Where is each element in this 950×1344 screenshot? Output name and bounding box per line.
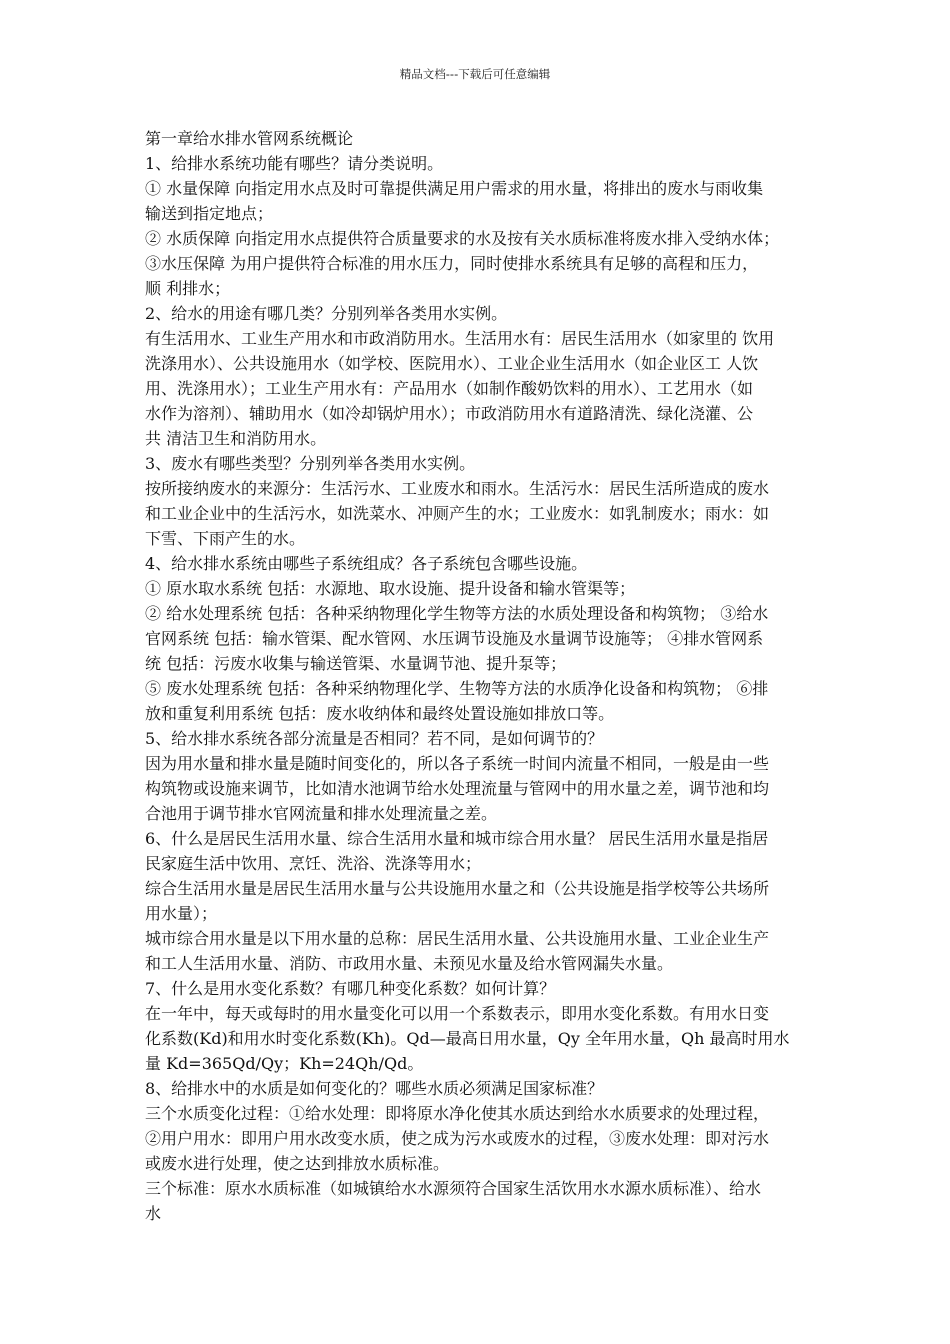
text-line: 有生活用水、工业生产用水和市政消防用水。生活用水有：居民生活用水（如家里的 饮用 [145, 329, 775, 348]
text-line: 城市综合用水量是以下用水量的总称：居民生活用水量、公共设施用水量、工业企业生产 [145, 929, 770, 948]
text-line: ⑤ 废水处理系统 包括：各种采纳物理化学、生物等方法的水质净化设备和构筑物； ⑥排 [145, 679, 769, 698]
text-line: ②用户用水：即用户用水改变水质，使之成为污水或废水的过程，③废水处理：即对污水 [145, 1129, 770, 1148]
chapter-title: 第一章给水排水管网系统概论 [145, 129, 354, 148]
text-line: ② 给水处理系统 包括：各种采纳物理化学生物等方法的水质处理设备和构筑物； ③给水 [145, 604, 769, 623]
text-line: 和工业企业中的生活污水，如洗菜水、冲厕产生的水；工业废水：如乳制废水；雨水：如 [145, 504, 770, 523]
text-line: 或废水进行处理，使之达到排放水质标准。 [145, 1154, 450, 1173]
text-line: 8、给排水中的水质是如何变化的？哪些水质必须满足国家标准？ [145, 1079, 604, 1098]
text-line: 输送到指定地点； [145, 204, 274, 223]
text-line: ① 原水取水系统 包括：水源地、取水设施、提升设备和输水管渠等； [145, 579, 636, 598]
document-body [145, 126, 815, 1226]
text-line: 在一年中，每天或每时的用水量变化可以用一个系数表示，即用水变化系数。有用水日变 [145, 1004, 770, 1023]
text-line: 水 [145, 1204, 162, 1223]
text-line: ② 水质保障 向指定用水点提供符合质量要求的水及按有关水质标准将废水排入受纳水体； [145, 229, 780, 248]
text-line: 水作为溶剂）、辅助用水（如冷却锅炉用水）；市政消防用水有道路清洗、绿化浇灌、公 [145, 404, 754, 423]
text-line: 顺 利排水； [145, 279, 231, 298]
text-line: 和工人生活用水量、消防、市政用水量、未预见水量及给水管网漏失水量。 [145, 954, 674, 973]
text-line: 6、什么是居民生活用水量、综合生活用水量和城市综合用水量？ 居民生活用水量是指居 [145, 829, 769, 848]
text-line: 2、给水的用途有哪几类？分别列举各类用水实例。 [145, 304, 508, 323]
text-line: 用水量）； [145, 904, 218, 923]
text-line: ③水压保障 为用户提供符合标准的用水压力，同时使排水系统具有足够的高程和压力， [145, 254, 759, 273]
text-line: 民家庭生活中饮用、烹饪、洗浴、洗涤等用水； [145, 854, 482, 873]
text-line: 洗涤用水）、公共设施用水（如学校、医院用水）、工业企业生活用水（如企业区工 人饮 [145, 354, 759, 373]
text-line: 三个水质变化过程：①给水处理：即将原水净化使其水质达到给水水质要求的处理过程， [145, 1104, 770, 1123]
text-line: 化系数(Kd)和用水时变化系数(Kh)。Qd—最高日用水量，Qy 全年用水量，Qh 最高时用水 [145, 1029, 790, 1048]
text-line: 按所接纳废水的来源分：生活污水、工业废水和雨水。生活污水：居民生活所造成的废水 [145, 479, 770, 498]
text-line: 5、给水排水系统各部分流量是否相同？若不同，是如何调节的？ [145, 729, 604, 748]
text-line: 量 Kd=365Qd/Qy；Kh=24Qh/Qd。 [145, 1054, 424, 1073]
text-line: 合池用于调节排水官网流量和排水处理流量之差。 [145, 804, 498, 823]
text-line: 统 包括：污废水收集与输送管渠、水量调节池、提升泵等； [145, 654, 567, 673]
text-line: ① 水量保障 向指定用水点及时可靠提供满足用户需求的用水量，将排出的废水与雨收集 [145, 179, 764, 198]
text-line: 放和重复利用系统 包括：废水收纳体和最终处置设施如排放口等。 [145, 704, 615, 723]
text-line: 3、废水有哪些类型？分别列举各类用水实例。 [145, 454, 476, 473]
text-line: 官网系统 包括：输水管渠、配水管网、水压调节设施及水量调节设施等； ④排水管网系 [145, 629, 764, 648]
text-line: 下雪、下雨产生的水。 [145, 529, 306, 548]
text-line: 因为用水量和排水量是随时间变化的，所以各子系统一时间内流量不相同，一般是由一些 [145, 754, 770, 773]
page-header: 精品文档---下载后可任意编辑 [399, 67, 551, 81]
text-line: 三个标准：原水水质标准（如城镇给水水源须符合国家生活饮用水水源水质标准）、给水 [145, 1179, 762, 1198]
text-line: 共 清洁卫生和消防用水。 [145, 429, 327, 448]
text-line: 1、给排水系统功能有哪些？请分类说明。 [145, 154, 444, 173]
text-line: 构筑物或设施来调节，比如清水池调节给水处理流量与管网中的用水量之差，调节池和均 [145, 779, 770, 798]
text-line: 4、给水排水系统由哪些子系统组成？各子系统包含哪些设施。 [145, 554, 588, 573]
text-line: 用、洗涤用水）；工业生产用水有：产品用水（如制作酸奶饮料的用水）、工艺用水（如 [145, 379, 754, 398]
text-line: 7、什么是用水变化系数？有哪几种变化系数？如何计算？ [145, 979, 556, 998]
text-line: 综合生活用水量是居民生活用水量与公共设施用水量之和（公共设施是指学校等公共场所 [145, 879, 770, 898]
